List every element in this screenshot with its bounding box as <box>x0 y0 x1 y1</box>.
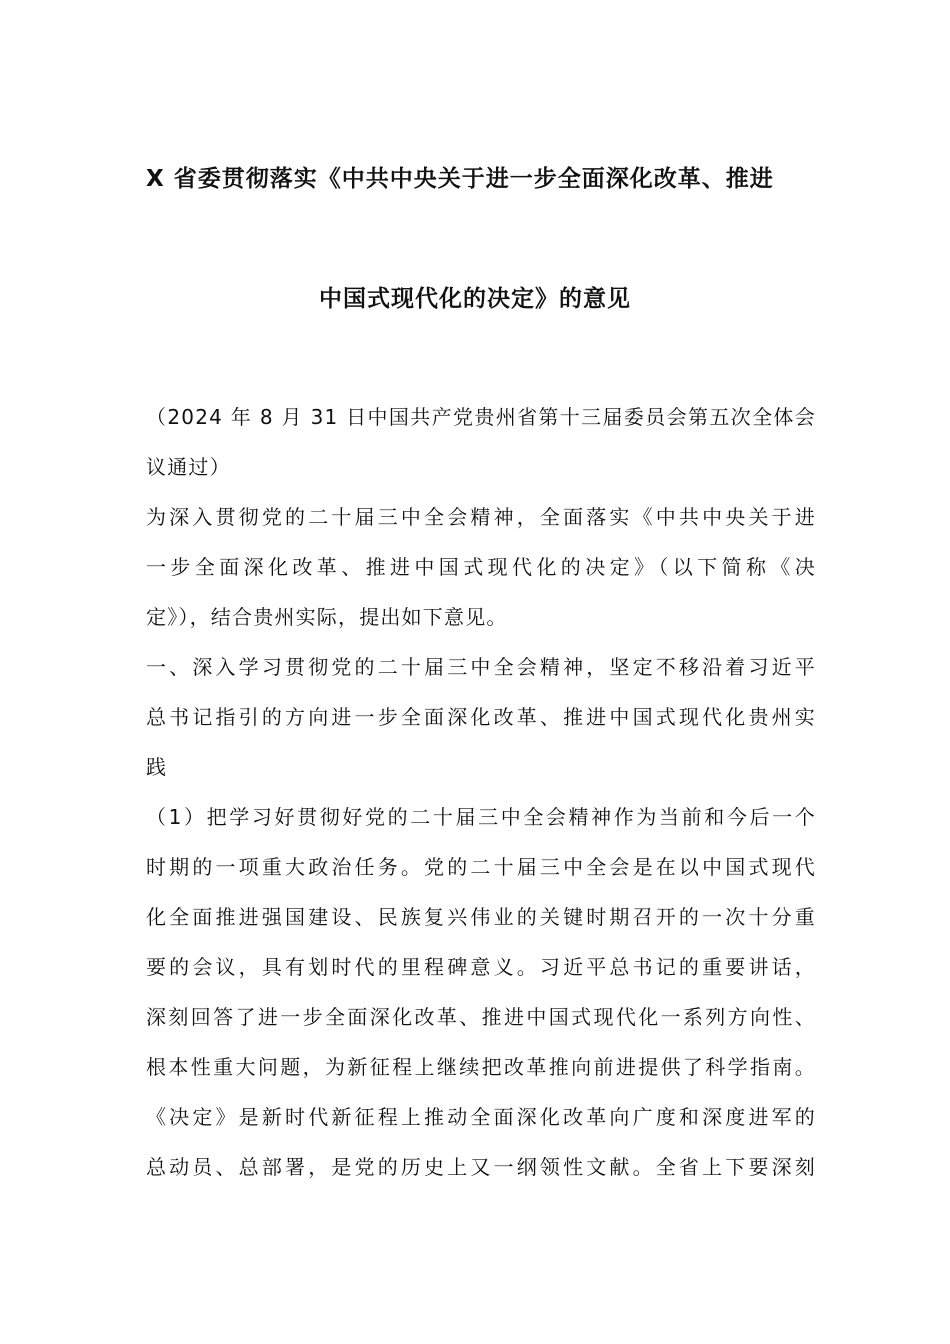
body-line: 根本性重大问题，为新征程上继续把改革推向前进提供了科学指南。 <box>146 1055 816 1079</box>
document-title-line-2: 中国式现代化的决定》的意见 <box>319 286 631 312</box>
document-title-line-1: X 省委贯彻落实《中共中央关于进一步全面深化改革、推进 <box>146 166 774 192</box>
body-line: 定》），结合贵州实际，提出如下意见。 <box>146 605 508 629</box>
body-line: 化全面推进强国建设、民族复兴伟业的关键时期召开的一次十分重 <box>146 905 816 929</box>
body-line: 议通过） <box>146 455 231 479</box>
body-line: （2024 年 8 月 31 日中国共产党贵州省第十三届委员会第五次全体会 <box>146 405 816 429</box>
body-line: 为深入贯彻党的二十届三中全会精神，全面落实《中共中央关于进 <box>146 505 816 529</box>
body-line: 一、深入学习贯彻党的二十届三中全会精神，坚定不移沿着习近平 <box>146 655 816 679</box>
body-line: 时期的一项重大政治任务。党的二十届三中全会是在以中国式现代 <box>146 855 816 879</box>
body-line: （1）把学习好贯彻好党的二十届三中全会精神作为当前和今后一个 <box>146 805 816 829</box>
body-line: 践 <box>146 755 168 779</box>
body-line: 《决定》是新时代新征程上推动全面深化改革向广度和深度进军的 <box>146 1105 816 1129</box>
body-line: 总动员、总部署，是党的历史上又一纲领性文献。全省上下要深刻 <box>146 1155 816 1179</box>
document-body <box>146 398 816 1198</box>
body-line: 一步全面深化改革、推进中国式现代化的决定》（以下简称《决 <box>146 555 816 579</box>
body-line: 要的会议，具有划时代的里程碑意义。习近平总书记的重要讲话， <box>146 955 816 979</box>
body-line: 总书记指引的方向进一步全面深化改革、推进中国式现代化贵州实 <box>146 705 816 729</box>
body-line: 深刻回答了进一步全面深化改革、推进中国式现代化一系列方向性、 <box>146 1005 816 1029</box>
